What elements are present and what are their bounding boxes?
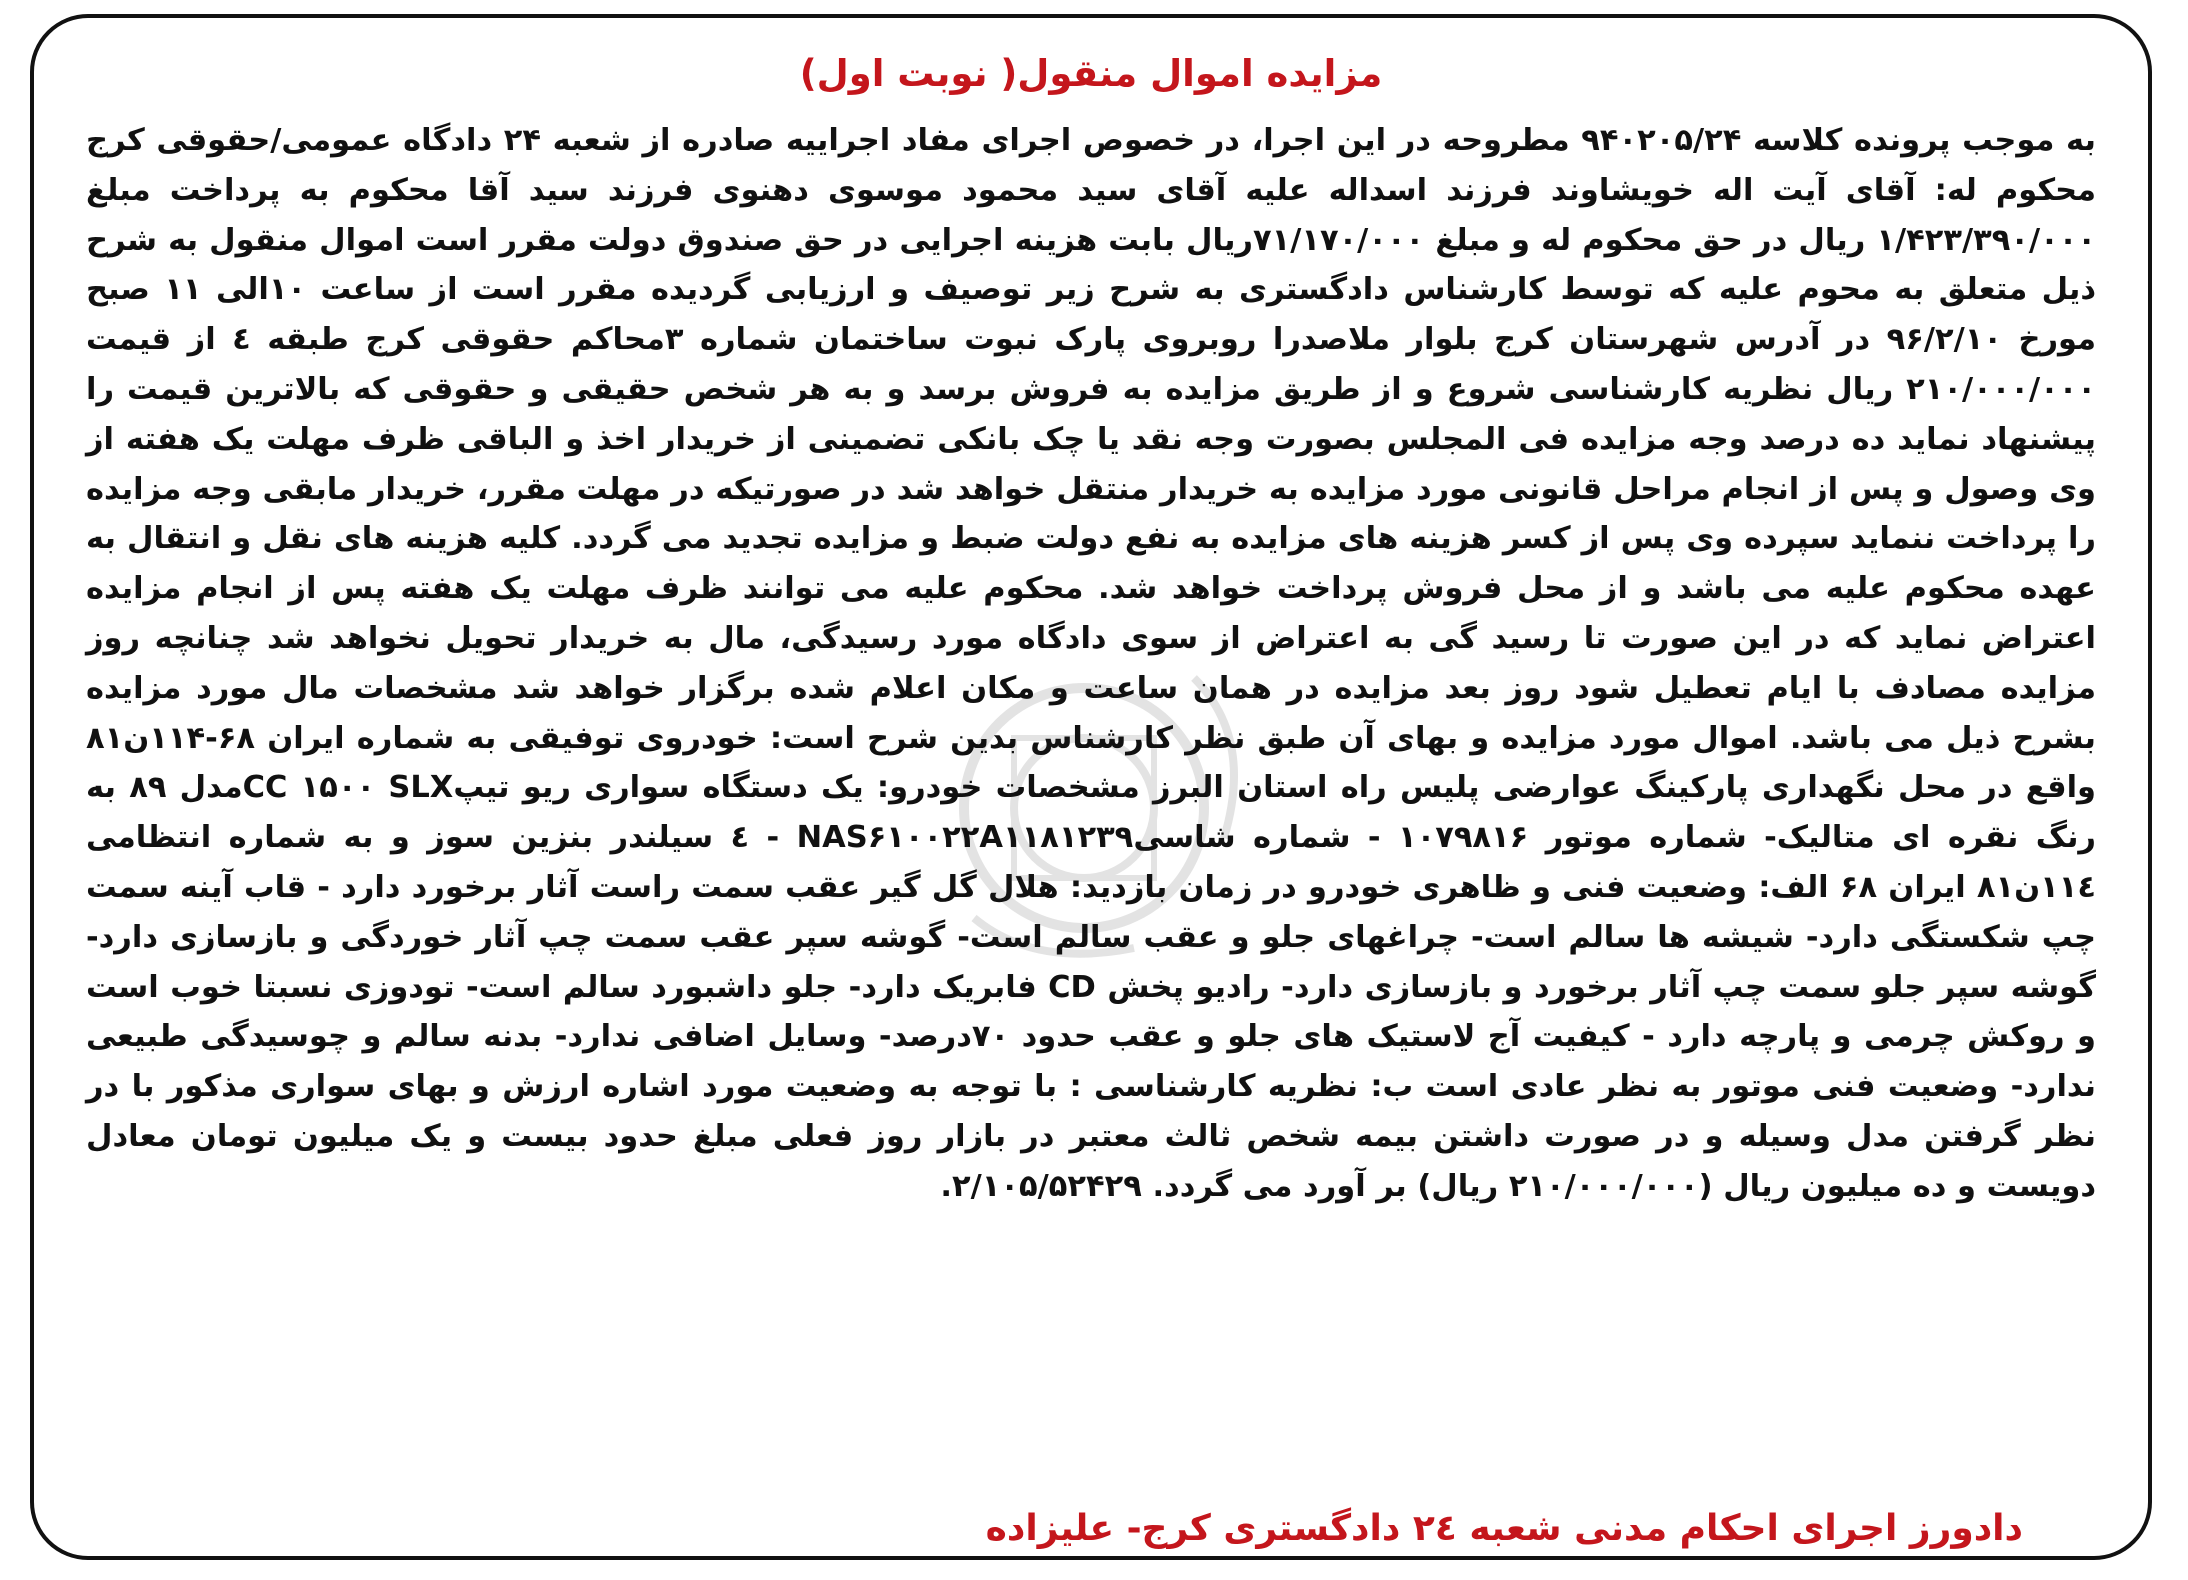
notice-signature: دادورز اجرای احکام مدنی شعبه ۲٤ دادگستری کرج- علیزاده (985, 1508, 2023, 1549)
notice-body: به موجب پرونده کلاسه ۹۴۰۲۰۵/۲۴ مطروحه در این اجرا، در خصوص اجرای مفاد اجراییه صادره از شعبه ۲۴ دادگاه عمومی/حقوقی کرج محکوم له: آقای آیت اله خویشاوند فرزند اسداله علیه آقای سید محمود موسوی دهنوی فرزند سید آقا محکوم به پرداخت مبلغ ۱/۴۲۳/۳۹۰/۰۰۰ ریال در حق محکوم له و مبلغ ۷۱/۱۷۰/۰۰۰ریال بابت هزینه اجرایی در حق صندوق دولت مقرر است اموال منقول به شرح ذیل متعلق به محوم علیه که توسط کارشناس دادگستری به شرح زیر توصیف و ارزیابی گردیده مقرر است از ساعت ۱۰الی ۱۱ صبح مورخ ۹۶/۲/۱۰ در آدرس شهرستان کرج بلوار ملاصدرا روبروی پارک نبوت ساختمان شماره ۳محاکم حقوقی کرج طبقه ٤ از قیمت ۲۱۰/۰۰۰/۰۰۰ ریال نظریه کارشناسی شروع و از طریق مزایده به فروش برسد و به هر شخص حقیقی و حقوقی که بالاترین قیمت را پیشنهاد نماید ده درصد وجه مزایده فی المجلس بصورت وجه نقد یا چک بانکی تضمینی از خریدار اخذ و الباقی ظرف مهلت یک هفته از وی وصول و پس از انجام مراحل قانونی مورد مزایده به خریدار منتقل خواهد شد در صورتیکه در مهلت مقرر، خریدار مابقی وجه مزایده را پرداخت ننماید سپرده وی پس از کسر هزینه های مزایده به نفع دولت ضبط و مزایده تجدید می گردد. کلیه هزینه های نقل و انتقال به عهده محکوم علیه می باشد و از محل فروش پرداخت خواهد شد. محکوم علیه می توانند ظرف مهلت یک هفته پس از انجام مزایده اعتراض نماید که در این صورت تا رسید گی به اعتراض از سوی دادگاه مورد رسیدگی، مال به خریدار تحویل نخواهد شد چنانچه روز مزایده مصادف با ایام تعطیل شود روز بعد مزایده در همان ساعت و مکان اعلام شده برگزار خواهد شد مشخصات مال مورد مزایده بشرح ذیل می باشد. اموال مورد مزایده و بهای آن طبق نظر کارشناس بدین شرح است: خودروی توفیقی به شماره ایران ۶۸-۱۱۴ن۸۱ واقع در محل نگهداری پارکینگ عوارضی پلیس راه استان البرز مشخصات خودرو: یک دستگاه سواری ریو تیپCC ۱۵۰۰ SLXمدل ۸۹ به رنگ نقره ای متالیک- شماره موتور ۱۰۷۹۸۱۶ - شماره شاسیNAS۶۱۰۰۲۲A۱۱۸۱۲۳۹ - ٤ سیلندر بنزین سوز و به شماره انتظامی ۱۱٤ن۸۱ ایران ۶۸ الف: وضعیت فنی و ظاهری خودرو در زمان بازدید: هلال گل گیر عقب سمت راست آثار برخورد دارد - قاب آینه سمت چپ شکستگی دارد- شیشه ها سالم است- چراغهای جلو و عقب سالم است- گوشه سپر عقب سمت چپ آثار خوردگی و بازسازی دارد- گوشه سپر جلو سمت چپ آثار برخورد و بازسازی دارد- رادیو پخش CD فابریک دارد- جلو داشبورد سالم است- تودوزی نسبتا خوب است و روکش چرمی و پارچه دارد - کیفیت آج لاستیک های جلو و عقب حدود ۷۰درصد- وسایل اضافی ندارد- بدنه سالم و چوسیدگی طبیعی ندارد- وضعیت فنی موتور به نظر عادی است ب: نظریه کارشناسی : با توجه به وضعیت مورد اشاره ارزش و بهای سواری مذکور با در نظر گرفتن مدل وسیله و در صورت داشتن بیمه شخص ثالث معتبر در بازار روز فعلی مبلغ حدود بیست و یک میلیون تومان معادل دویست و ده میلیون ریال (۲۱۰/۰۰۰/۰۰۰ ریال) بر آورد می گردد. ۲/۱۰۵/۵۲۴۲۹. (86, 123, 2097, 1204)
notice-frame (30, 14, 2152, 1560)
notice-title: مزایده اموال منقول( نوبت اول) (799, 52, 1383, 95)
